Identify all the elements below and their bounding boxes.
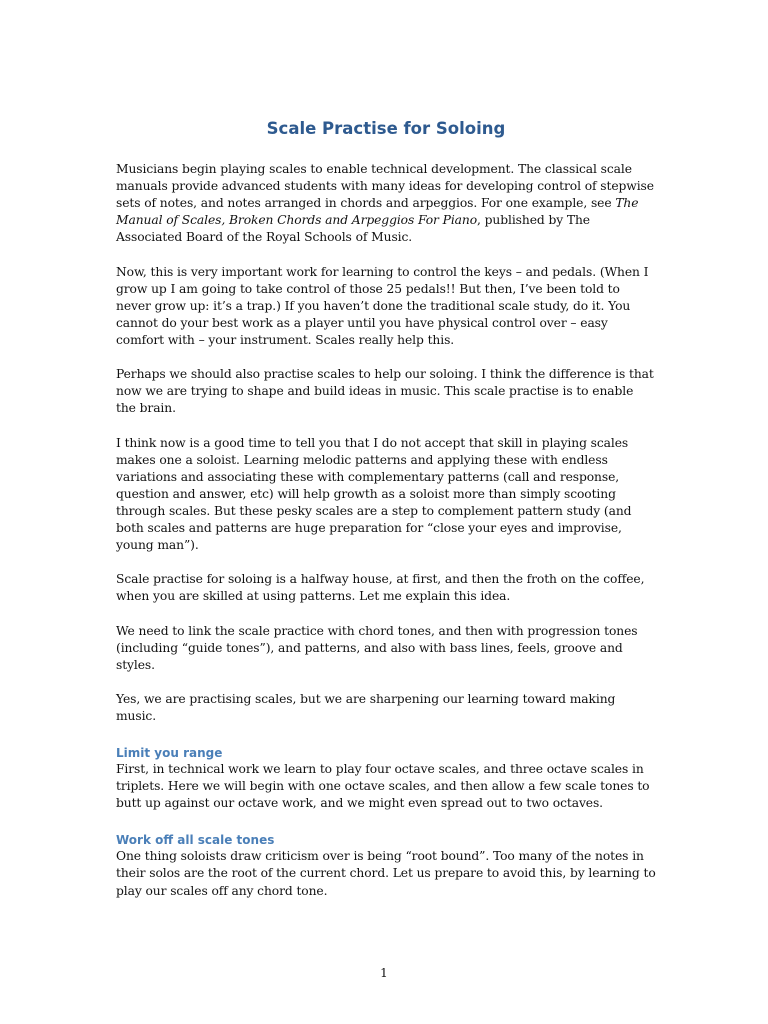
paragraph-halfway: Scale practise for soloing is a halfway house, at first, and then the froth on the coffee, when you are skilled at using patterns. Let me explain this idea. — [116, 572, 645, 604]
page-number: 1 — [380, 966, 388, 980]
section-text-range: First, in technical work we learn to play four octave scales, and three octave scales in triplets. Here we will begin with one octave scales, and then allow a few scale tones to butt up against our octave work, and we might even spread out to two octaves. — [116, 762, 650, 811]
document-title: Scale Practise for Soloing — [266, 119, 506, 138]
paragraph-soloing: Perhaps we should also practise scales to help our soloing. I think the difference is that now we are trying to shape and build ideas in music. This scale practise is to enable the brain. — [116, 367, 654, 416]
section-heading-range: Limit you range — [116, 746, 223, 761]
paragraph-intro-tail: , published by The Associated Board of the Royal Schools of Music. — [116, 213, 590, 245]
paragraph-intro-text: Musicians begin playing scales to enable technical development. The classical scale manuals provide advanced students with many ideas for developing control of stepwise sets of notes, and notes arranged in chords and arpeggios. For one example, see — [116, 162, 654, 211]
paragraph-patterns: I think now is a good time to tell you that I do not accept that skill in playing scales makes one a soloist. Learning melodic patterns and applying these with endless variations and associating these with complementary patterns (call and response, question and answer, etc) will help growth as a soloist more than simply scooting through scales. But these pesky scales are a step to complement pattern study (and both scales and patterns are huge preparation for “close your eyes and improvise, young man”). — [116, 435, 632, 553]
book-title: The Manual of Scales, Broken Chords and Arpeggios For Piano — [116, 196, 639, 228]
section-text-tones: One thing soloists draw criticism over is being “root bound”. Too many of the notes in their solos are the root of the current chord. Let us prepare to avoid this, by learning to play our scales off any chord tone. — [116, 849, 656, 898]
paragraph-music: Yes, we are practising scales, but we are sharpening our learning toward making music. — [116, 691, 616, 723]
paragraph-link: We need to link the scale practice with chord tones, and then with progression tones (including “guide tones”), and patterns, and also with bass lines, feels, groove and styles. — [116, 623, 638, 672]
section-heading-tones: Work off all scale tones — [116, 833, 275, 848]
paragraph-intro — [116, 161, 656, 246]
paragraph-control: Now, this is very important work for learning to control the keys – and pedals. (When I grow up I am going to take control of those 25 pedals!! But then, I’ve been told to never grow up: it’s a trap.) If you haven’t done the traditional scale study, do it. You cannot do your best work as a player until you have physical control over – easy comfort with – your instrument. Scales really help this. — [116, 264, 649, 347]
page-content — [116, 118, 656, 917]
